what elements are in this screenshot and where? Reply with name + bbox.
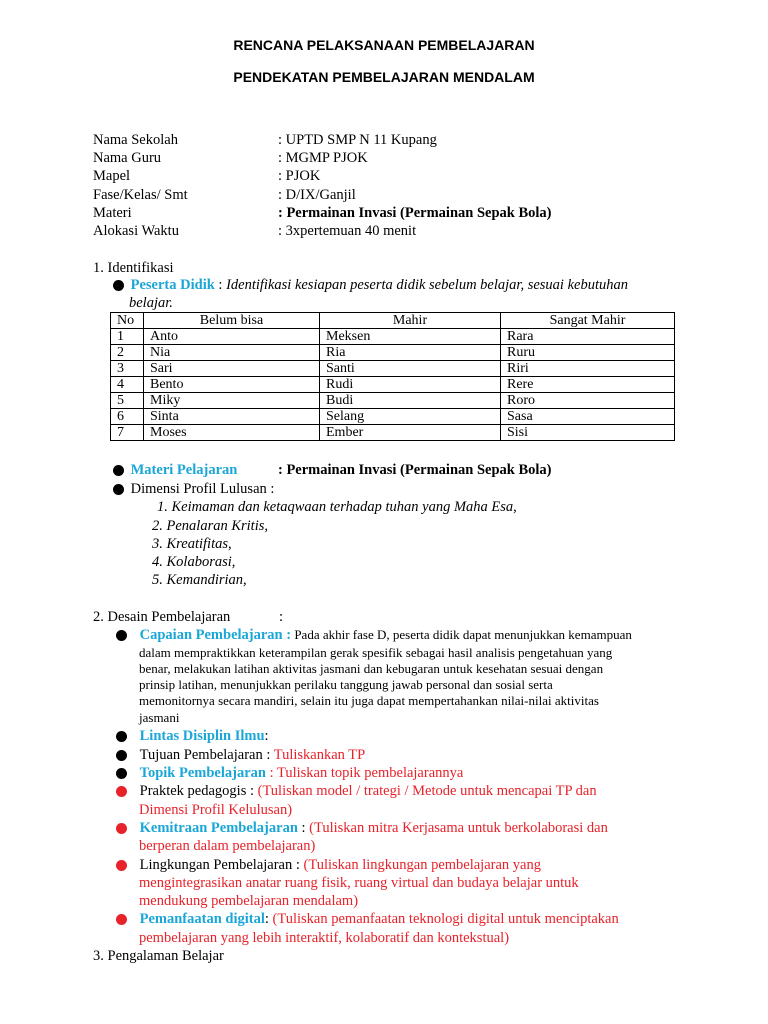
table-cell: Meksen xyxy=(320,329,501,345)
pemanfaatan-label: Pemanfaatan digital xyxy=(139,911,265,927)
dimensi-profil-item xyxy=(113,480,274,498)
peserta-didik-label: Peserta Didik xyxy=(130,277,215,293)
capaian-text-line: jasmani xyxy=(139,710,180,725)
identity-value: : MGMP PJOK xyxy=(278,150,368,166)
table-header-row xyxy=(111,313,675,329)
identity-label: Nama Guru xyxy=(93,150,162,166)
pemanfaatan-digital-item xyxy=(116,910,619,928)
praktek-value: (Tuliskan model / trategi / Metode untuk mencapai TP dan xyxy=(257,783,597,799)
capaian-text-line: benar, melakukan latihan aktivitas jasmani dan kebugaran untuk kesehatan sesuai dengan xyxy=(139,661,604,676)
table-row xyxy=(111,329,675,345)
materi-pelajaran-item xyxy=(113,461,237,479)
table-cell: Riri xyxy=(501,361,675,377)
capaian-text: Pada akhir fase D, peserta didik dapat menunjukkan kemampuan xyxy=(291,627,632,642)
capaian-pembelajaran-item xyxy=(116,626,632,644)
table-header-cell: No xyxy=(111,313,144,329)
peserta-didik-text: Identifikasi kesiapan peserta didik sebelum belajar, sesuai kebutuhan xyxy=(226,277,628,293)
peserta-didik-item xyxy=(113,276,628,294)
identity-label: Materi xyxy=(93,205,132,221)
section-1-heading: 1. Identifikasi xyxy=(93,260,174,276)
document-subtitle: PENDEKATAN PEMBELAJARAN MENDALAM xyxy=(233,69,535,85)
table-cell: 3 xyxy=(111,361,144,377)
materi-pelajaran-value: : Permainan Invasi (Permainan Sepak Bola) xyxy=(278,462,552,478)
kemitraan-value-cont: berperan dalam pembelajaran) xyxy=(139,838,316,854)
identity-value: : D/IX/Ganjil xyxy=(278,187,356,203)
lingkungan-label: Lingkungan Pembelajaran : xyxy=(139,857,304,873)
bullet-icon xyxy=(113,465,124,476)
table-header-cell: Sangat Mahir xyxy=(501,313,675,329)
kemitraan-value: (Tuliskan mitra Kerjasama untuk berkolaborasi dan xyxy=(309,820,608,836)
pemanfaatan-value-cont: pembelajaran yang lebih interaktif, kolaboratif dan kontekstual) xyxy=(139,930,510,946)
table-cell: Budi xyxy=(320,393,501,409)
bullet-icon xyxy=(116,731,127,742)
lintas-colon: : xyxy=(264,728,269,744)
dimensi-item: 4. Kolaborasi, xyxy=(152,554,236,570)
table-cell: Ember xyxy=(320,425,501,441)
table-cell: Sasa xyxy=(501,409,675,425)
section-3-heading: 3. Pengalaman Belajar xyxy=(93,948,224,964)
lintas-disiplin-item xyxy=(116,727,269,745)
bullet-icon xyxy=(113,280,124,291)
capaian-text-line: memonitornya secara mandiri, selain itu juga dapat mempertahankan nilai-nilai aktivitas xyxy=(139,693,599,708)
dimensi-item: 1. Keimaman dan ketaqwaan terhadap tuhan yang Maha Esa, xyxy=(157,499,517,515)
kemitraan-item xyxy=(116,819,608,837)
lingkungan-value-cont: mengintegrasikan anatar ruang fisik, ruang virtual dan budaya belajar untuk xyxy=(139,875,579,891)
table-cell: Sari xyxy=(144,361,320,377)
table-cell: Moses xyxy=(144,425,320,441)
peserta-didik-text-cont: belajar. xyxy=(129,295,173,311)
dimensi-item: 2. Penalaran Kritis, xyxy=(152,518,269,534)
student-readiness-table xyxy=(110,312,675,441)
table-cell: Anto xyxy=(144,329,320,345)
bullet-icon xyxy=(116,860,127,871)
table-cell: 4 xyxy=(111,377,144,393)
table-cell: Miky xyxy=(144,393,320,409)
table-cell: 6 xyxy=(111,409,144,425)
identity-value: : 3xpertemuan 40 menit xyxy=(278,223,417,239)
bullet-icon xyxy=(116,768,127,779)
praktek-label: Praktek pedagogis : xyxy=(139,783,258,799)
topik-label: Topik Pembelajaran xyxy=(139,765,266,781)
bullet-icon xyxy=(113,484,124,495)
identity-label: Mapel xyxy=(93,168,131,184)
table-cell: Rudi xyxy=(320,377,501,393)
table-cell: 2 xyxy=(111,345,144,361)
praktek-value-cont: Dimensi Profil Kelulusan) xyxy=(139,802,293,818)
document-title: RENCANA PELAKSANAAN PEMBELAJARAN xyxy=(233,37,535,53)
capaian-label: Capaian Pembelajaran : xyxy=(139,627,292,643)
table-row xyxy=(111,425,675,441)
table-cell: 1 xyxy=(111,329,144,345)
bullet-icon xyxy=(116,914,127,925)
table-header-cell: Mahir xyxy=(320,313,501,329)
table-cell: Ruru xyxy=(501,345,675,361)
table-cell: Santi xyxy=(320,361,501,377)
lingkungan-value: (Tuliskan lingkungan pembelajaran yang xyxy=(303,857,541,873)
tujuan-pembelajaran-item xyxy=(116,746,365,764)
materi-pelajaran-label: Materi Pelajaran xyxy=(130,462,238,478)
table-cell: Ria xyxy=(320,345,501,361)
identity-value: : UPTD SMP N 11 Kupang xyxy=(278,132,437,148)
table-header-cell: Belum bisa xyxy=(144,313,320,329)
table-cell: Sinta xyxy=(144,409,320,425)
lingkungan-item xyxy=(116,856,541,874)
table-row xyxy=(111,409,675,425)
topik-value: : Tuliskan topik pembelajarannya xyxy=(265,765,464,781)
bullet-icon xyxy=(116,630,127,641)
table-cell: Bento xyxy=(144,377,320,393)
identity-label: Alokasi Waktu xyxy=(93,223,179,239)
kemitraan-label: Kemitraan Pembelajaran xyxy=(139,820,298,836)
peserta-didik-separator: : xyxy=(214,277,227,293)
identity-label: Fase/Kelas/ Smt xyxy=(93,187,188,203)
kemitraan-separator: : xyxy=(297,820,310,836)
capaian-text-line: prinsip latihan, menunjukkan perilaku tanggung jawab personal dan sosial serta xyxy=(139,677,553,692)
table-cell: Sisi xyxy=(501,425,675,441)
table-row xyxy=(111,377,675,393)
table-row xyxy=(111,361,675,377)
bullet-icon xyxy=(116,786,127,797)
table-cell: Rere xyxy=(501,377,675,393)
pemanfaatan-value: (Tuliskan pemanfaatan teknologi digital untuk menciptakan xyxy=(272,911,619,927)
dimensi-item: 3. Kreatifitas, xyxy=(152,536,232,552)
bullet-icon xyxy=(116,823,127,834)
tujuan-label: Tujuan Pembelajaran : xyxy=(139,747,274,763)
capaian-text-line: dalam mempraktikkan keterampilan gerak spesifik sebagai hasil analisis pengetahuan yang xyxy=(139,645,613,660)
section-2-heading-colon: : xyxy=(279,609,284,625)
identity-label: Nama Sekolah xyxy=(93,132,178,148)
topik-pembelajaran-item xyxy=(116,764,463,782)
table-cell: Rara xyxy=(501,329,675,345)
table-cell: 7 xyxy=(111,425,144,441)
lintas-label: Lintas Disiplin Ilmu xyxy=(139,728,265,744)
praktek-pedagogis-item xyxy=(116,782,597,800)
pemanfaatan-separator: : xyxy=(264,911,273,927)
table-cell: Selang xyxy=(320,409,501,425)
identity-value: : PJOK xyxy=(278,168,321,184)
identity-value: : Permainan Invasi (Permainan Sepak Bola) xyxy=(278,205,552,221)
tujuan-value: Tuliskankan TP xyxy=(273,747,366,763)
table-cell: Nia xyxy=(144,345,320,361)
lingkungan-value-cont: mendukung pembelajaran mendalam) xyxy=(139,893,359,909)
section-2-heading: 2. Desain Pembelajaran xyxy=(93,609,231,625)
table-row xyxy=(111,345,675,361)
dimensi-item: 5. Kemandirian, xyxy=(152,572,247,588)
bullet-icon xyxy=(116,750,127,761)
table-row xyxy=(111,393,675,409)
table-cell: Roro xyxy=(501,393,675,409)
table-cell: 5 xyxy=(111,393,144,409)
dimensi-profil-label: Dimensi Profil Lulusan : xyxy=(130,481,275,497)
